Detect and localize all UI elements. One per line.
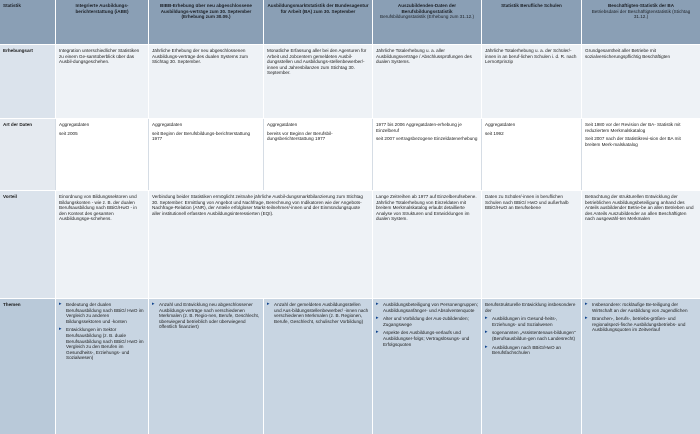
row-label: Themen [0,299,56,434]
table-row-erhebungsart [0,45,700,119]
cell-text: Aggregatdaten [267,122,298,127]
table-cell [149,119,264,190]
table-cell: Einordnung von Bildungssektoren und Bildungskonten - wie z. B. der dualen Berufsausbildung nach BBiG/HwO - in den Kontext des gesamten Ausbildungsge-schehens. [56,191,149,298]
header-cell-statistik [0,0,56,44]
table-cell [582,299,700,434]
table-cell [56,119,149,190]
header-cell-berufliche-schulen [482,0,582,44]
table-cell [482,119,582,190]
bullet-list [59,302,145,361]
list-item: ▸ Alter und Vorbildung der Aus-zubildenden; Zugangswege [376,316,478,327]
bullet-list [152,302,260,330]
table-cell [149,299,264,434]
bullet-list [585,302,697,333]
header-subtitle: Berufsbildungsstatistik (Erhebung zum 31.12.) [380,14,474,20]
header-title: Ausbildungsmarktstatistik der Bundesagentur für Arbeit (BA) zum 30. September [267,3,369,14]
table-cell: Monatliche Erfassung aller bei den Agenturen für Arbeit und Jobcentern gemeldeten Ausbil-dungsstellen und Ausbildungs-stellenbewerber/-innen und Jahresbilanzen zum Stichtag 30. September. [264,45,373,118]
table-cell: Jährliche Erhebung der neu abgeschlossenen Ausbildungs-verträge des dualen Systems zum Stichtag 30. September. [149,45,264,118]
table-cell [56,299,149,434]
table-header-row [0,0,700,45]
list-item: ▸ Anzahl der gemeldeten Ausbildungsstellen und Aus-bildungsstellenbewerber/ -innen nach verschiedenen Merkmalen (z. B. Regionen, Berufe, Geschlecht, schulischer Vorbildung) [267,302,369,324]
table-cell [373,119,482,190]
cell-text: seit Beginn der Berufsbildungs-berichterstattung 1977 [152,130,251,142]
cell-text: bereits vor Beginn der Berufsbil-dungsberichterstattung 1977 [267,130,333,142]
cell-text: Aggregatdaten [485,122,516,127]
header-title: Auszubildenden-Daten der Berufsbildungsstatistik [397,3,457,14]
list-item: ▸ Branchen-, berufs-, betriebs-größen- und regionalspezi-fische Ausbildungsbetriebs- und Ausbildungsquoten im Zeitverlauf [585,316,697,333]
cell-text: seit 2005 [59,130,78,136]
table-row-art-der-daten [0,119,700,191]
cell-text: seit 1992 [485,130,504,136]
table-cell [264,299,373,434]
table-cell: Lange Zeitreihen ab 1977 auf Einzelberufsebene. Jährliche Totalerhebung von Einzeldaten mit breitem Merkmalskatalog erlaubt detaillierte Analyse von Strukturen und Entwicklungen im dualen System. [373,191,482,298]
table-cell [264,119,373,190]
list-item: ▸ Insbesondere: rückläufige Be-teiligung der Wirtschaft an der Ausbildung von Jugendlichen [585,302,697,313]
list-item: ▸ sogenannten „Assistentenaus-bildungen" (Berufsausbildun-gen nach Landesrecht) [485,330,578,341]
row-label: Vorteil [0,191,56,298]
table-cell: Betrachtung der strukturellen Entwicklung der betrieblichen Ausbildungsbeteiligung anhand des Anteils ausbildender Betrie-be an allen Betrieben und des Anteils Auszubildender an allen Beschäftigten nach ausgewähl-ten Merkmalen [585,194,694,222]
row-label: Erhebungsart [0,45,56,118]
header-title: BIBB-Erhebung über neu abgeschlossene Ausbildungs-verträge zum 30. September (Erhebung zum 30.09.) [160,3,252,20]
table-row-vorteil [0,191,700,299]
list-item: ▸ Ausbildungen nach BBiG/HwO an Berufsfachschulen [485,345,578,356]
header-title: Beschäftigten-Statistik der BA [607,3,675,8]
header-title: Statistik Berufliche Schulen [501,3,562,8]
list-item: ▸ Anzahl und Entwicklung neu abgeschlossener Ausbildungs-verträge nach verschiedenen Merkmalen (z. B. Regio-nen, Berufe, Geschlecht, überwiegend betrieblich oder überwiegend öffentlich finanziert) [152,302,260,330]
cell-text: Aggregatdaten [152,122,183,127]
table-cell [482,299,582,434]
table-cell: Integration unterschiedlicher Statistiken zu einem Ge-samtüberblick über das Ausbil-dungsgeschehen. [56,45,149,118]
table-row-themen [0,299,700,434]
row-label: Art der Daten [0,119,56,190]
cell-text: seit 2007 vertragsbezogene Einzeldatenerhebung [376,136,478,142]
list-item: ▸ Aspekte des Ausbildungs-verlaufs und Ausbildungser-folgs; Vertragslösungs- und Erfolgsquoten [376,330,478,347]
header-cell-beschaeftigten [582,0,700,44]
list-item: ▸ Bedeutung der dualen Berufsausbildung nach BBiG/ HwO im Vergleich zu anderen Bildungssektoren und -konten [59,302,145,324]
list-item: ▸ Ausbildungen im Gesund-heits-, Erziehungs- und Sozialwesen [485,316,578,327]
header-subtitle: Betriebsdatei der Beschäftigtenstatistik (Stichtag 31.12.) [591,8,691,20]
cell-text: Seit 2007 nach der Statistikrevi-sion der BA mit breitem Merk-malskatalog [585,136,681,147]
header-cell-ba-markt [264,0,373,44]
cell-text: Aggregatdaten [59,122,90,127]
bullet-list [485,316,578,356]
header-cell-bibb [149,0,264,44]
table-cell-merged: Verbindung beider Statistiken ermöglicht zeitnahe jährliche Ausbil-dungsmarktbilanzierung zum Stichtag 30. September: Ermittlung von Angebot und Nachfrage, Berechnung von Indikatoren wie der Angebots-Nachfrage-Relation (ANR), der Anteile erfolgloser Markt-teilnehmer/-innen und der Einmündungsquote aller institutionell erfassten Ausbildungsinteressierten (EQI). [149,191,373,298]
table-cell: Grundgesamtheit aller Betriebe mit sozialversicherungspflichtig Beschäftigten [585,48,671,59]
cell-text: Berufsstrukturelle Entwicklung insbesondere der [485,302,576,313]
table-cell [582,119,700,190]
table-cell: Daten zu Schüler/-innen in beruflichen Schulen nach BBiG/ HwO und außerhalb BBiG/HwO an Berufsebene [482,191,582,298]
cell-text: Seit 1980 vor der Revision der BA- Statistik mit reduziertem Merkmalskatalog [585,122,681,133]
cell-text: 1977 bis 2006 Aggregatdaten-erhebung je Einzelberuf [376,122,462,133]
table-cell: Jährliche Totalerhebung u. a. der Schüler/-innen in an beruf-lichen Schulen i. d. R. nach Lernortprinzip [482,45,582,118]
list-item: ▸ Ausbildungsbeteiligung von Personengruppen; Ausbildungsanfänger- und Absolventenquote [376,302,478,313]
bullet-list [376,302,478,347]
header-label: Statistik [3,3,21,8]
bullet-list [267,302,369,324]
header-cell-berufsbildungsstatistik [373,0,482,44]
header-title: Integrierte Ausbildungs-berichterstattung (iABE) [75,3,129,14]
list-item: ▸ Entwicklungen im Sektor Berufsausbildung (z. B. duale Berufsausbildung nach BBiG/ HwO im Vergleich zu den Berufen im Gesundheits-, Erziehungs- und Sozialwesen) [59,327,145,361]
table-cell: Jährliche Totalerhebung u. a. aller Ausbildungsverträge / Abschlussprüfungen des dualen Systems. [373,45,482,118]
header-cell-iabe [56,0,149,44]
table-cell [373,299,482,434]
